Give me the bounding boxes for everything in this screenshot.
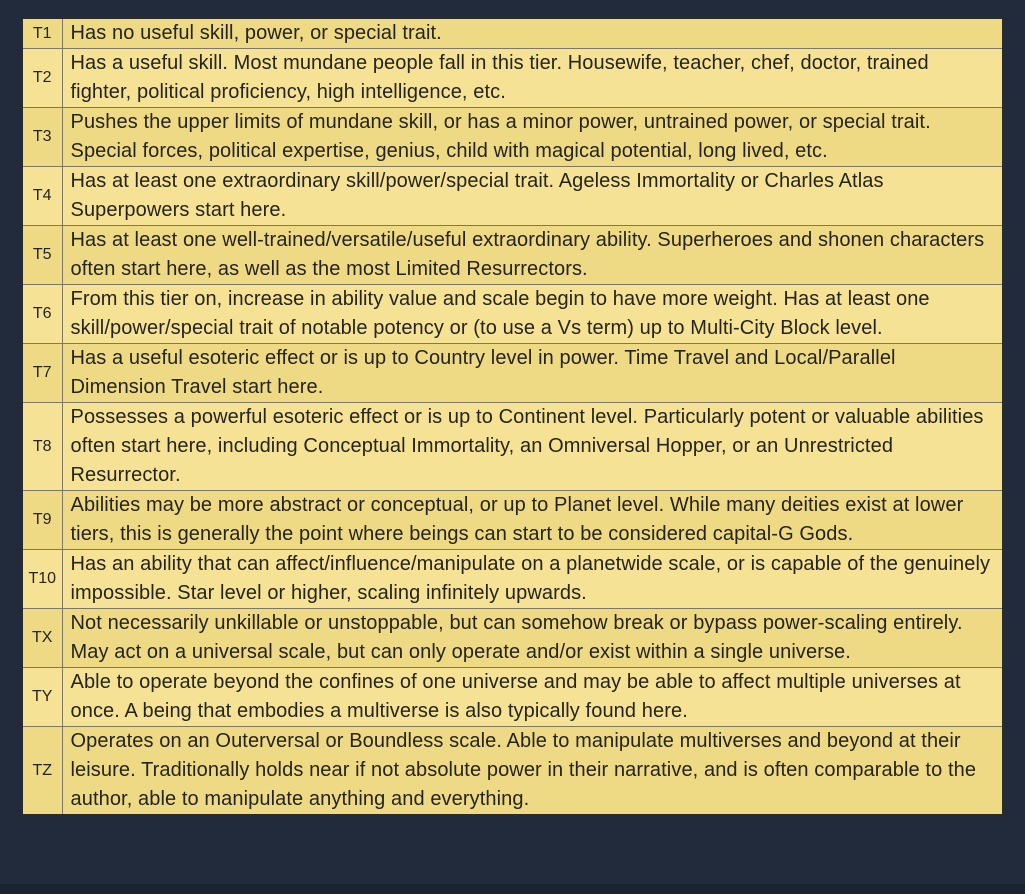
- tier-label-cell: T10: [22, 550, 62, 609]
- bottom-edge-strip: [0, 884, 1025, 894]
- tier-label-cell: T1: [22, 18, 62, 49]
- tier-description-cell: Has a useful esoteric effect or is up to Country level in power. Time Travel and Local/Parallel Dimension Travel start here.: [62, 344, 1003, 403]
- tier-description-cell: Pushes the upper limits of mundane skill, or has a minor power, untrained power, or special trait. Special forces, political expertise, genius, child with magical potential, long lived, etc.: [62, 108, 1003, 167]
- tier-label-cell: TX: [22, 609, 62, 668]
- tier-label-cell: T3: [22, 108, 62, 167]
- tier-description-cell: From this tier on, increase in ability value and scale begin to have more weight. Has at least one skill/power/special trait of notable potency or (to use a Vs term) up to Multi-City Block level.: [62, 285, 1003, 344]
- tier-label-cell: T6: [22, 285, 62, 344]
- tier-label-cell: T4: [22, 167, 62, 226]
- tier-label-cell: T2: [22, 49, 62, 108]
- table-row: [22, 49, 1003, 108]
- table-row: [22, 226, 1003, 285]
- table-row: [22, 167, 1003, 226]
- table-row: [22, 550, 1003, 609]
- tier-description-cell: Not necessarily unkillable or unstoppable, but can somehow break or bypass power-scaling entirely. May act on a universal scale, but can only operate and/or exist within a single universe.: [62, 609, 1003, 668]
- tier-label-cell: TZ: [22, 727, 62, 816]
- table-row: [22, 108, 1003, 167]
- tier-label-cell: T7: [22, 344, 62, 403]
- tier-table-container: [21, 17, 1004, 816]
- table-row: [22, 668, 1003, 727]
- tier-label-cell: T8: [22, 403, 62, 491]
- tier-table-body: [22, 18, 1003, 815]
- table-row: [22, 491, 1003, 550]
- table-row: [22, 727, 1003, 816]
- tier-label-cell: TY: [22, 668, 62, 727]
- tier-label-cell: T5: [22, 226, 62, 285]
- tier-description-cell: Has no useful skill, power, or special trait.: [62, 18, 1003, 49]
- tier-description-cell: Possesses a powerful esoteric effect or is up to Continent level. Particularly potent or valuable abilities often start here, including Conceptual Immortality, an Omniversal Hopper, or an Unrestricted Resurrector.: [62, 403, 1003, 491]
- tier-description-cell: Able to operate beyond the confines of one universe and may be able to affect multiple universes at once. A being that embodies a multiverse is also typically found here.: [62, 668, 1003, 727]
- tier-description-cell: Has at least one extraordinary skill/power/special trait. Ageless Immortality or Charles Atlas Superpowers start here.: [62, 167, 1003, 226]
- tier-description-cell: Abilities may be more abstract or conceptual, or up to Planet level. While many deities exist at lower tiers, this is generally the point where beings can start to be considered capital-G Gods.: [62, 491, 1003, 550]
- tier-description-cell: Has at least one well-trained/versatile/useful extraordinary ability. Superheroes and shonen characters often start here, as well as the most Limited Resurrectors.: [62, 226, 1003, 285]
- tier-description-cell: Has a useful skill. Most mundane people fall in this tier. Housewife, teacher, chef, doctor, trained fighter, political proficiency, high intelligence, etc.: [62, 49, 1003, 108]
- tier-description-cell: Has an ability that can affect/influence/manipulate on a planetwide scale, or is capable of the genuinely impossible. Star level or higher, scaling infinitely upwards.: [62, 550, 1003, 609]
- table-row: [22, 18, 1003, 49]
- tier-table: [21, 17, 1004, 816]
- table-row: [22, 285, 1003, 344]
- tier-label-cell: T9: [22, 491, 62, 550]
- table-row: [22, 403, 1003, 491]
- table-row: [22, 609, 1003, 668]
- tier-description-cell: Operates on an Outerversal or Boundless scale. Able to manipulate multiverses and beyond at their leisure. Traditionally holds near if not absolute power in their narrative, and is often comparable to the author, able to manipulate anything and everything.: [62, 727, 1003, 816]
- table-row: [22, 344, 1003, 403]
